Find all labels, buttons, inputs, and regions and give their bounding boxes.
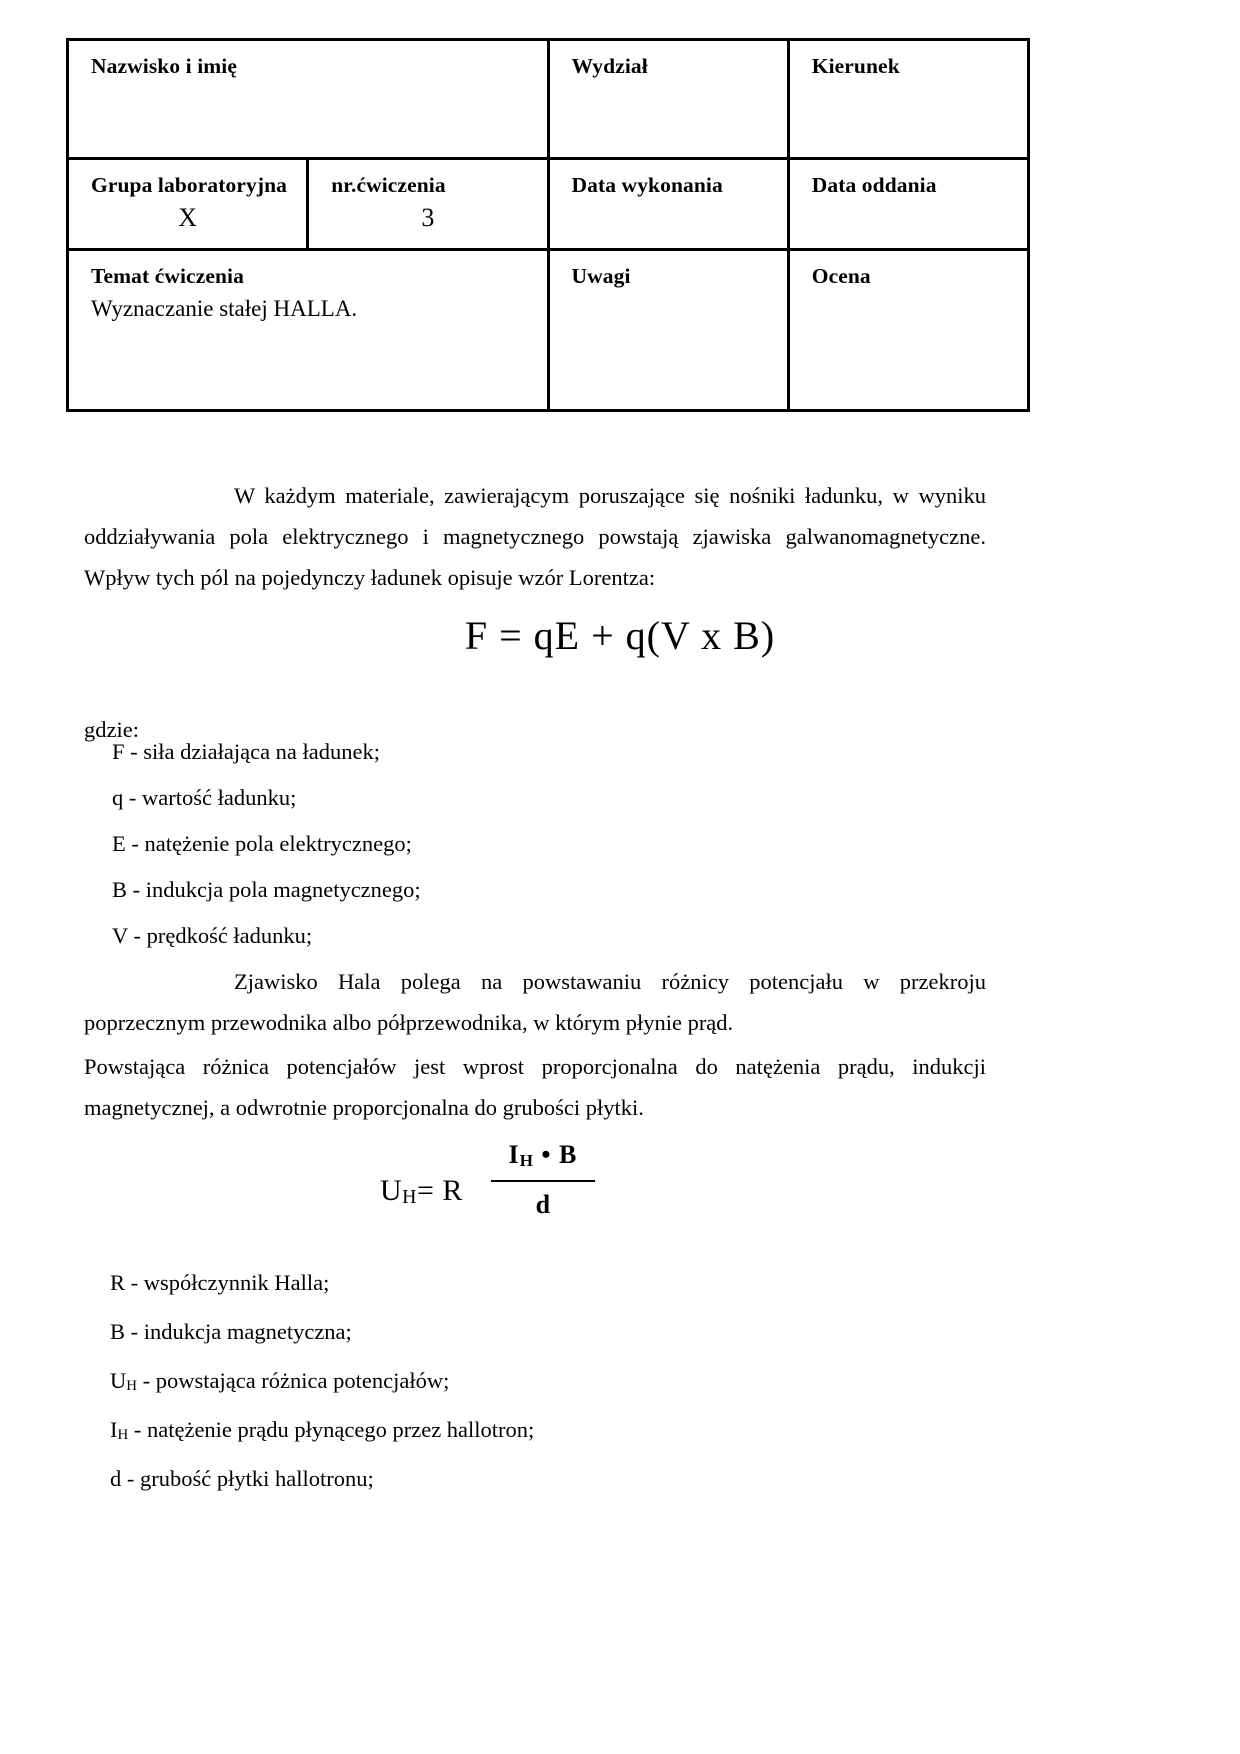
- cell-grupa-laboratoryjna: [68, 159, 308, 250]
- cell-nr-cwiczenia: [308, 159, 548, 250]
- lab-report-header-table: [66, 38, 1030, 412]
- definition-symbol: B: [110, 1319, 126, 1344]
- list-item: [110, 1358, 534, 1407]
- cell-temat-cwiczenia: [68, 250, 549, 411]
- formula-hall-numerator-subscript: H: [519, 1150, 534, 1170]
- table-row: [68, 250, 1029, 411]
- label-gdzie: gdzie:: [84, 716, 139, 742]
- formula-hall-lhs-symbol: U: [380, 1174, 403, 1207]
- cell-label: Data oddania: [811, 173, 937, 197]
- definition-text: - natężenie prądu płynącego przez hallotron;: [128, 1417, 535, 1442]
- list-item: [110, 1260, 534, 1309]
- formula-hall-numerator: [491, 1140, 595, 1174]
- table-row: [68, 159, 1029, 250]
- list-item: [110, 1407, 534, 1456]
- formula-hall-lhs-subscript: H: [402, 1185, 417, 1208]
- definition-text: - współczynnik Halla;: [125, 1270, 330, 1295]
- cell-value[interactable]: X: [178, 202, 198, 232]
- cell-label: nr.ćwiczenia: [331, 173, 446, 197]
- cell-value[interactable]: Wyznaczanie stałej HALLA.: [91, 295, 358, 321]
- list-item: [110, 1309, 534, 1358]
- list-item: B - indukcja pola magnetycznego;: [112, 877, 421, 902]
- definition-text: - grubość płytki hallotronu;: [121, 1466, 374, 1491]
- header-table-body: [68, 40, 1029, 411]
- formula-hall-denominator: d: [535, 1190, 551, 1219]
- formula-lorentz-force: F = qE + q(V x B): [464, 613, 776, 658]
- cell-label: Temat ćwiczenia: [91, 264, 244, 288]
- list-item: F - siła działająca na ładunek;: [112, 739, 381, 764]
- table-row: [68, 40, 1029, 159]
- cell-label: Kierunek: [811, 54, 900, 78]
- definition-list-lorentz: [112, 729, 421, 959]
- definition-text: - powstająca różnica potencjałów;: [136, 1368, 450, 1393]
- formula-hall-fraction: [491, 1140, 595, 1220]
- definition-symbol: R: [110, 1270, 126, 1295]
- paragraph-lorentz-intro: W każdym materiale, zawierającym poruszające się nośniki ładunku, w wyniku oddziaływania pola elektrycznego i magnetycznego powstają zjawiska galwanomagnetyczne. Wpływ tych pól na pojedynczy ładunek opisuje wzór Lorentza:: [84, 482, 986, 590]
- definition-symbol: U: [110, 1368, 127, 1393]
- list-item: [110, 1456, 534, 1505]
- list-item: V - prędkość ładunku;: [112, 923, 313, 948]
- formula-hall-equals: = R: [416, 1174, 463, 1207]
- list-item: E - natężenie pola elektrycznego;: [112, 831, 412, 856]
- fraction-bar-icon: [491, 1180, 595, 1182]
- cell-uwagi: [548, 250, 788, 411]
- definition-list-hall: [110, 1260, 534, 1505]
- cell-data-oddania: [788, 159, 1028, 250]
- paragraph-zjawisko-hala: Zjawisko Hala polega na powstawaniu różnicy potencjału w przekroju poprzecznym przewodnika albo półprzewodnika, w którym płynie prąd.: [84, 968, 986, 1035]
- cell-label: Data wykonania: [571, 173, 723, 197]
- cell-nazwisko-imie: [68, 40, 549, 159]
- paragraph-powstajaca-roznica: Powstająca różnica potencjałów jest wprost proporcjonalna do natężenia prądu, indukcji magnetycznej, a odwrotnie proporcjonalna do grubości płytki.: [84, 1053, 986, 1120]
- definition-subscript: H: [117, 1427, 129, 1444]
- formula-hall-numerator-symbol: I: [508, 1140, 520, 1169]
- cell-label: Wydział: [571, 54, 648, 78]
- definition-subscript: H: [126, 1378, 137, 1395]
- cell-label: Nazwisko i imię: [91, 54, 238, 78]
- formula-hall-voltage: [380, 1140, 595, 1220]
- cell-kierunek: [788, 40, 1028, 159]
- cell-label: Ocena: [811, 264, 871, 288]
- cell-label: Uwagi: [571, 264, 631, 288]
- formula-hall-lhs: [380, 1152, 463, 1208]
- list-item: q - wartość ładunku;: [112, 785, 297, 810]
- definition-symbol: d: [110, 1466, 122, 1491]
- definition-symbol: I: [110, 1417, 118, 1442]
- cell-label: Grupa laboratoryjna: [91, 173, 287, 197]
- cell-wydzial: [548, 40, 788, 159]
- cell-value[interactable]: 3: [421, 202, 435, 232]
- cell-ocena: [788, 250, 1028, 411]
- formula-hall-numerator-rest: • B: [533, 1140, 578, 1169]
- definition-text: - indukcja magnetyczna;: [125, 1319, 352, 1344]
- cell-data-wykonania: [548, 159, 788, 250]
